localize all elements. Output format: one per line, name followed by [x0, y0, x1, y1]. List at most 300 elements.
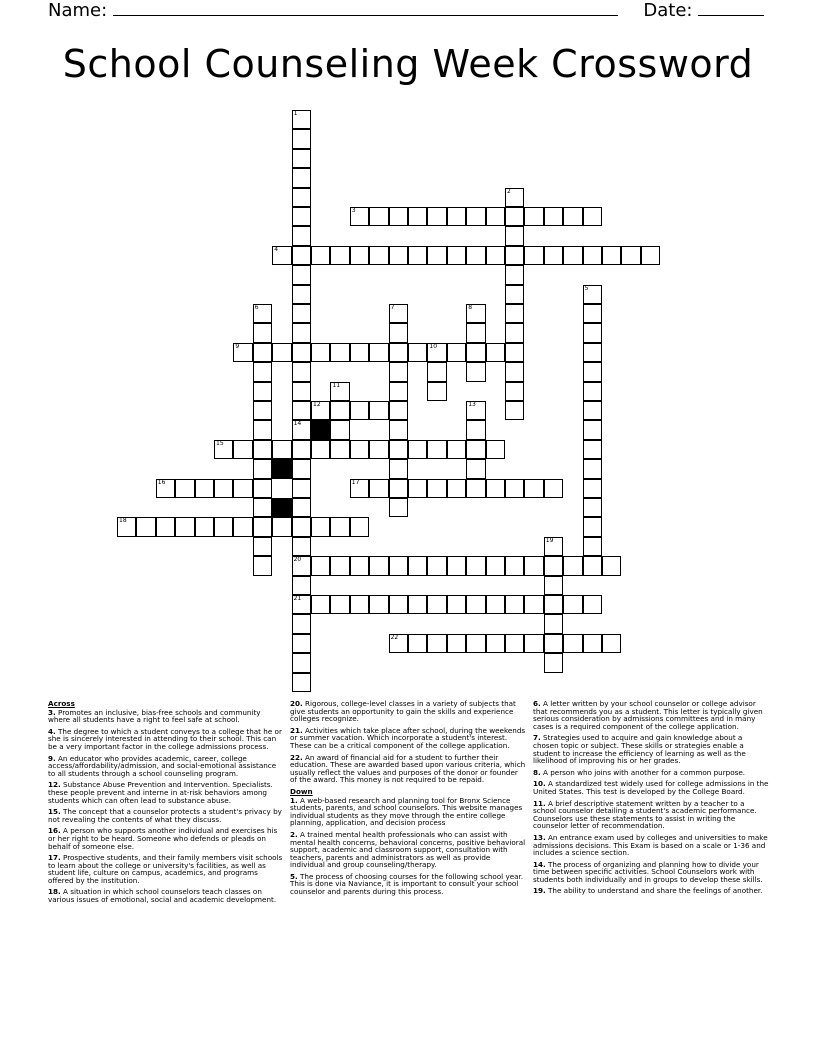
clue-item-number: 1.: [290, 795, 298, 805]
grid-cell[interactable]: [136, 517, 155, 536]
clue-number: 4: [274, 245, 279, 253]
grid-cell[interactable]: [583, 304, 602, 323]
grid-cell[interactable]: [253, 556, 272, 575]
grid-cell[interactable]: [292, 285, 311, 304]
clue-item-text: Activities which take place after school, during the weekends or summer vacation. Which incorporate a student's interest. These can be a critical component of the college application.: [290, 725, 526, 750]
grid-cell[interactable]: [447, 343, 466, 362]
clue-item-number: 21.: [290, 725, 303, 735]
grid-cell[interactable]: [427, 382, 446, 401]
grid-cell[interactable]: [253, 517, 272, 536]
grid-cell[interactable]: [447, 556, 466, 575]
grid-cell[interactable]: [330, 401, 349, 420]
grid-cell[interactable]: [486, 207, 505, 226]
grid-cell[interactable]: [466, 207, 485, 226]
grid-cell[interactable]: [350, 343, 369, 362]
clue-item-number: 17.: [48, 853, 61, 863]
grid-cell[interactable]: [447, 595, 466, 614]
clue-item: [290, 797, 526, 827]
grid-cell[interactable]: [292, 188, 311, 207]
grid-cell[interactable]: [292, 343, 311, 362]
grid-cell[interactable]: [253, 420, 272, 439]
grid-cell[interactable]: [175, 517, 194, 536]
clue-item: [290, 727, 526, 750]
clue-number: 20: [293, 556, 302, 564]
grid-cell[interactable]: [505, 188, 524, 207]
clue-item: [533, 861, 769, 884]
grid-cell[interactable]: [292, 401, 311, 420]
grid-cell[interactable]: [389, 401, 408, 420]
clue-number: 19: [545, 536, 554, 544]
grid-cell[interactable]: [544, 246, 563, 265]
grid-cell[interactable]: [369, 401, 388, 420]
clue-item-text: Strategies used to acquire and gain knowledge about a chosen topic or subject. These skills or strategies enable a student to increase the efficiency of learning as well as the likelihood of improving his or her grades.: [533, 733, 746, 766]
grid-cell[interactable]: [369, 207, 388, 226]
grid-cell[interactable]: [292, 537, 311, 556]
grid-cell[interactable]: [505, 323, 524, 342]
clue-item-text: Rigorous, college-level classes in a variety of subjects that give students an opportunity to gain the skills and experience colleges recognize.: [290, 699, 516, 724]
clue-item-number: 14.: [533, 859, 546, 869]
clue-number: 17: [351, 478, 360, 486]
grid-cell[interactable]: [233, 479, 252, 498]
grid-cell[interactable]: [233, 440, 252, 459]
grid-cell[interactable]: [253, 459, 272, 478]
clue-item-number: 16.: [48, 826, 61, 836]
clue-item-number: 7.: [533, 733, 541, 743]
grid-cell[interactable]: [311, 246, 330, 265]
grid-cell[interactable]: [544, 537, 563, 556]
grid-cell[interactable]: [583, 420, 602, 439]
grid-cell[interactable]: [350, 401, 369, 420]
grid-cell[interactable]: [505, 556, 524, 575]
grid-cell[interactable]: [292, 653, 311, 672]
grid-cell[interactable]: [427, 634, 446, 653]
grid-cell[interactable]: [466, 440, 485, 459]
grid-cell[interactable]: [505, 634, 524, 653]
grid-cell[interactable]: [292, 110, 311, 129]
grid-cell[interactable]: [292, 673, 311, 692]
grid-cell[interactable]: [311, 440, 330, 459]
grid-cell[interactable]: [466, 401, 485, 420]
grid-cell[interactable]: [524, 479, 543, 498]
grid-cell[interactable]: [505, 382, 524, 401]
clue-item-text: A brief descriptive statement written by a teacher to a school counselor detailing a student's academic performance. Counselors use these statements to assist in writing the counselor letter of recommendation.: [533, 798, 757, 831]
grid-cell[interactable]: [350, 440, 369, 459]
grid-cell[interactable]: [253, 401, 272, 420]
clue-item-number: 3.: [48, 707, 56, 717]
grid-cell[interactable]: [253, 362, 272, 381]
grid-cell[interactable]: [505, 285, 524, 304]
grid-cell[interactable]: [621, 246, 640, 265]
clue-item-number: 10.: [533, 779, 546, 789]
grid-cell[interactable]: [505, 595, 524, 614]
grid-cell[interactable]: [466, 304, 485, 323]
grid-cell[interactable]: [292, 168, 311, 187]
grid-cell[interactable]: [389, 556, 408, 575]
grid-cell[interactable]: [583, 285, 602, 304]
grid-cell[interactable]: [563, 634, 582, 653]
grid-cell[interactable]: [272, 440, 291, 459]
grid-cell[interactable]: [389, 634, 408, 653]
grid-cell[interactable]: [175, 479, 194, 498]
clue-column-1: [48, 700, 284, 908]
clue-number: 11: [332, 381, 341, 389]
grid-cell[interactable]: [486, 343, 505, 362]
grid-cell[interactable]: [311, 343, 330, 362]
clue-item-text: A situation in which school counselors teach classes on various issues of emotional, social and academic development.: [48, 887, 277, 905]
grid-cell[interactable]: [350, 517, 369, 536]
grid-cell[interactable]: [505, 246, 524, 265]
clue-item-text: A standardized test widely used for college admissions in the United States. This test is developed by the College Board.: [533, 779, 769, 796]
grid-cell[interactable]: [389, 420, 408, 439]
clue-column-3: [533, 700, 769, 899]
grid-cell[interactable]: [369, 440, 388, 459]
clue-item: [533, 834, 769, 857]
grid-cell[interactable]: [389, 304, 408, 323]
grid-cell[interactable]: [214, 440, 233, 459]
grid-cell[interactable]: [466, 634, 485, 653]
grid-cell[interactable]: [466, 323, 485, 342]
grid-cell[interactable]: [427, 440, 446, 459]
grid-cell[interactable]: [505, 226, 524, 245]
grid-cell[interactable]: [330, 420, 349, 439]
grid-cell[interactable]: [369, 556, 388, 575]
grid-cell[interactable]: [156, 517, 175, 536]
clue-item-text: A person who joins with another for a common purpose.: [540, 767, 746, 777]
grid-cell[interactable]: [389, 323, 408, 342]
grid-cell[interactable]: [214, 479, 233, 498]
grid-cell[interactable]: [350, 479, 369, 498]
grid-cell[interactable]: [427, 479, 446, 498]
grid-cell[interactable]: [330, 382, 349, 401]
grid-cell[interactable]: [524, 556, 543, 575]
grid-cell[interactable]: [524, 595, 543, 614]
grid-cell[interactable]: [486, 440, 505, 459]
clue-item-number: 12.: [48, 780, 61, 790]
grid-cell[interactable]: [253, 323, 272, 342]
clue-number: 22: [390, 633, 399, 641]
clue-number: 5: [584, 284, 589, 292]
grid-cell[interactable]: [602, 634, 621, 653]
grid-cell[interactable]: [583, 498, 602, 517]
clue-item-text: The concept that a counselor protects a student's privacy by not revealing the contents of what they discuss.: [48, 807, 282, 824]
grid-cell[interactable]: [427, 556, 446, 575]
grid-cell[interactable]: [466, 459, 485, 478]
grid-cell[interactable]: [292, 304, 311, 323]
clue-item-text: An entrance exam used by colleges and universities to make admissions decisions. This Exam is based on a scale or 1-36 and includes a science section.: [533, 832, 768, 858]
clue-section-heading: Down: [290, 786, 313, 796]
grid-cell[interactable]: [292, 440, 311, 459]
grid-cell[interactable]: [427, 246, 446, 265]
grid-cell[interactable]: [389, 362, 408, 381]
grid-cell[interactable]: [330, 343, 349, 362]
grid-cell[interactable]: [505, 479, 524, 498]
grid-cell[interactable]: [330, 595, 349, 614]
grid-cell[interactable]: [583, 517, 602, 536]
grid-cell[interactable]: [292, 459, 311, 478]
grid-cell[interactable]: [466, 343, 485, 362]
grid-cell[interactable]: [505, 265, 524, 284]
grid-cell[interactable]: [486, 246, 505, 265]
grid-cell[interactable]: [544, 556, 563, 575]
grid-cell[interactable]: [427, 595, 446, 614]
grid-cell[interactable]: [389, 440, 408, 459]
grid-cell[interactable]: [214, 517, 233, 536]
grid-cell[interactable]: [311, 517, 330, 536]
clue-item: [290, 754, 526, 784]
grid-cell[interactable]: [253, 498, 272, 517]
clue-number: 9: [235, 342, 240, 350]
grid-cell[interactable]: [563, 207, 582, 226]
clue-number: 3: [351, 207, 356, 214]
grid-cell[interactable]: [544, 595, 563, 614]
grid-cell[interactable]: [544, 576, 563, 595]
grid-cell[interactable]: [330, 440, 349, 459]
clue-number: 14: [293, 420, 302, 428]
grid-cell[interactable]: [292, 614, 311, 633]
grid-cell[interactable]: [544, 207, 563, 226]
clue-item: [533, 700, 769, 730]
grid-cell[interactable]: [505, 304, 524, 323]
grid-cell[interactable]: [389, 459, 408, 478]
grid-cell[interactable]: [233, 517, 252, 536]
grid-cell[interactable]: [505, 362, 524, 381]
grid-cell[interactable]: [505, 343, 524, 362]
grid-cell[interactable]: [408, 595, 427, 614]
grid-cell[interactable]: [641, 246, 660, 265]
grid-cell[interactable]: [350, 556, 369, 575]
grid-cell[interactable]: [311, 401, 330, 420]
grid-cell[interactable]: [583, 634, 602, 653]
grid-cell[interactable]: [544, 614, 563, 633]
grid-cell[interactable]: [195, 479, 214, 498]
grid-cell[interactable]: [292, 129, 311, 148]
clue-item-text: Substance Abuse Prevention and Intervention. Specialists. these people prevent and interne in at-risk behaviors among students which can often lead to substance abuse.: [48, 780, 273, 805]
grid-cell[interactable]: [583, 440, 602, 459]
grid-cell[interactable]: [505, 207, 524, 226]
clue-number: 6: [254, 304, 259, 311]
grid-cell[interactable]: [156, 479, 175, 498]
grid-cell[interactable]: [447, 634, 466, 653]
clue-item-number: 19.: [533, 886, 546, 896]
grid-cell[interactable]: [583, 459, 602, 478]
grid-cell[interactable]: [563, 556, 582, 575]
grid-cell[interactable]: [486, 556, 505, 575]
grid-cell[interactable]: [427, 207, 446, 226]
grid-cell[interactable]: [563, 595, 582, 614]
grid-cell[interactable]: [408, 556, 427, 575]
clue-item-text: A person who supports another individual and exercises his or her right to be heard. Someone who defends or pleads on behalf of someone else.: [48, 826, 278, 851]
grid-cell[interactable]: [447, 479, 466, 498]
grid-cell[interactable]: [272, 343, 291, 362]
grid-cell[interactable]: [505, 401, 524, 420]
clue-item-text: Promotes an inclusive, bias-free schools and community where all students have a right to feel safe at school.: [48, 707, 261, 725]
clue-item-number: 5.: [290, 871, 298, 881]
grid-cell[interactable]: [389, 382, 408, 401]
clue-item: [533, 800, 769, 830]
clue-item-number: 8.: [533, 767, 541, 777]
grid-cell[interactable]: [486, 595, 505, 614]
grid-cell[interactable]: [253, 440, 272, 459]
grid-cell[interactable]: [292, 265, 311, 284]
grid-cell[interactable]: [447, 207, 466, 226]
clue-number: 16: [157, 478, 166, 486]
grid-cell[interactable]: [369, 343, 388, 362]
grid-cell[interactable]: [602, 246, 621, 265]
grid-cell[interactable]: [544, 479, 563, 498]
grid-cell[interactable]: [253, 479, 272, 498]
grid-cell[interactable]: [466, 420, 485, 439]
grid-cell[interactable]: [408, 207, 427, 226]
grid-cell[interactable]: [427, 362, 446, 381]
grid-cell[interactable]: [447, 246, 466, 265]
clue-item: [48, 755, 284, 778]
grid-cell[interactable]: [369, 595, 388, 614]
grid-cell[interactable]: [117, 517, 136, 536]
grid-cell[interactable]: [466, 362, 485, 381]
grid-cell[interactable]: [544, 634, 563, 653]
grid-cell[interactable]: [389, 246, 408, 265]
grid-cell[interactable]: [292, 149, 311, 168]
clue-item-number: 13.: [533, 832, 546, 842]
grid-cell[interactable]: [408, 246, 427, 265]
grid-cell[interactable]: [292, 595, 311, 614]
grid-cell[interactable]: [272, 517, 291, 536]
clue-item-number: 2.: [290, 829, 298, 839]
grid-cell[interactable]: [369, 246, 388, 265]
grid-cell[interactable]: [253, 343, 272, 362]
clue-item: [48, 827, 284, 850]
grid-cell[interactable]: [583, 479, 602, 498]
clue-item: [290, 873, 526, 896]
clue-item-text: A letter written by your school counselor or college advisor that recommends you as a student. This letter is typically given serious consideration by admissions committees and in many cases is a required component of the college application.: [533, 699, 763, 731]
grid-cell[interactable]: [389, 207, 408, 226]
grid-cell[interactable]: [350, 246, 369, 265]
black-square: [311, 420, 330, 439]
grid-cell[interactable]: [350, 207, 369, 226]
grid-cell[interactable]: [233, 343, 252, 362]
grid-cell[interactable]: [292, 498, 311, 517]
grid-cell[interactable]: [524, 634, 543, 653]
grid-cell[interactable]: [486, 479, 505, 498]
clue-number: 13: [468, 401, 476, 408]
clue-item-text: The degree to which a student conveys to a college that he or she is sincerely interested in attending to their school. This can be a very important factor in the college admissions process.: [48, 726, 282, 751]
clue-column-2: [290, 700, 526, 900]
grid-cell[interactable]: [253, 537, 272, 556]
grid-cell[interactable]: [292, 323, 311, 342]
grid-cell[interactable]: [466, 246, 485, 265]
clue-item-text: A web-based research and planning tool for Bronx Science students, parents, and school counselors. This website manages individual students as they move through the entire college planning, application, and decision process: [290, 795, 523, 828]
black-square: [272, 459, 291, 478]
grid-cell[interactable]: [524, 246, 543, 265]
grid-cell[interactable]: [292, 479, 311, 498]
grid-cell[interactable]: [583, 537, 602, 556]
clue-item-number: 22.: [290, 752, 303, 762]
grid-cell[interactable]: [544, 653, 563, 672]
grid-cell[interactable]: [602, 556, 621, 575]
grid-cell[interactable]: [292, 207, 311, 226]
grid-cell[interactable]: [583, 246, 602, 265]
grid-cell[interactable]: [292, 576, 311, 595]
clue-item-text: An award of financial aid for a student to further their education. These are awarded based upon various criteria, which usually reflect the values and purposes of the donor or founder of the award. This money is not required to be repaid.: [290, 752, 526, 785]
grid-cell[interactable]: [408, 634, 427, 653]
grid-cell[interactable]: [583, 595, 602, 614]
grid-cell[interactable]: [292, 556, 311, 575]
grid-cell[interactable]: [292, 517, 311, 536]
grid-cell[interactable]: [292, 246, 311, 265]
grid-cell[interactable]: [524, 207, 543, 226]
grid-cell[interactable]: [311, 595, 330, 614]
grid-cell[interactable]: [408, 479, 427, 498]
grid-cell[interactable]: [583, 401, 602, 420]
clue-item-number: 11.: [533, 798, 546, 808]
clue-item-number: 18.: [48, 887, 61, 897]
clue-item: [48, 781, 284, 804]
grid-cell[interactable]: [292, 382, 311, 401]
grid-cell[interactable]: [253, 304, 272, 323]
grid-cell[interactable]: [447, 440, 466, 459]
grid-cell[interactable]: [583, 382, 602, 401]
black-square: [272, 498, 291, 517]
grid-cell[interactable]: [583, 362, 602, 381]
grid-cell[interactable]: [369, 479, 388, 498]
grid-cell[interactable]: [563, 246, 582, 265]
clue-item: [533, 734, 769, 764]
grid-cell[interactable]: [583, 207, 602, 226]
clue-item: [48, 709, 284, 724]
grid-cell[interactable]: [272, 246, 291, 265]
clue-number: 8: [468, 304, 473, 311]
clue-number: 10: [429, 342, 438, 350]
clue-number: 21: [293, 595, 302, 602]
clue-item-text: An educator who provides academic, career, college access/affordability/admission, and social-emotional assistance to all students through a school counseling program.: [48, 753, 277, 778]
grid-cell[interactable]: [330, 517, 349, 536]
clue-item: [48, 888, 284, 903]
grid-cell[interactable]: [350, 595, 369, 614]
grid-cell[interactable]: [408, 440, 427, 459]
grid-cell[interactable]: [427, 343, 446, 362]
grid-cell[interactable]: [583, 556, 602, 575]
grid-cell[interactable]: [389, 498, 408, 517]
grid-cell[interactable]: [389, 343, 408, 362]
grid-cell[interactable]: [466, 595, 485, 614]
grid-cell[interactable]: [466, 479, 485, 498]
grid-cell[interactable]: [292, 634, 311, 653]
clue-item-text: Prospective students, and their family members visit schools to learn about the college or university's facilities, as well as student life, culture on campus, academics, and programs offered by the institution.: [48, 853, 283, 885]
grid-cell[interactable]: [292, 420, 311, 439]
clue-item-number: 20.: [290, 699, 303, 708]
clue-item-number: 9.: [48, 753, 56, 763]
clue-number: 15: [216, 439, 224, 447]
grid-cell[interactable]: [466, 556, 485, 575]
grid-cell[interactable]: [408, 343, 427, 362]
grid-cell[interactable]: [330, 246, 349, 265]
grid-cell[interactable]: [330, 556, 349, 575]
grid-cell[interactable]: [583, 323, 602, 342]
clue-item: [48, 854, 284, 884]
clue-item: [290, 831, 526, 869]
clue-number: 12: [313, 401, 321, 408]
grid-cell[interactable]: [389, 479, 408, 498]
grid-cell[interactable]: [583, 343, 602, 362]
grid-cell[interactable]: [195, 517, 214, 536]
grid-cell[interactable]: [486, 634, 505, 653]
grid-cell[interactable]: [253, 382, 272, 401]
grid-cell[interactable]: [292, 226, 311, 245]
grid-cell[interactable]: [292, 362, 311, 381]
grid-cell[interactable]: [311, 556, 330, 575]
clue-item-text: The process of organizing and planning how to divide your time between specific activities. School Counselors work with students both individually and in groups to develop these skills.: [533, 859, 763, 884]
grid-cell[interactable]: [389, 595, 408, 614]
